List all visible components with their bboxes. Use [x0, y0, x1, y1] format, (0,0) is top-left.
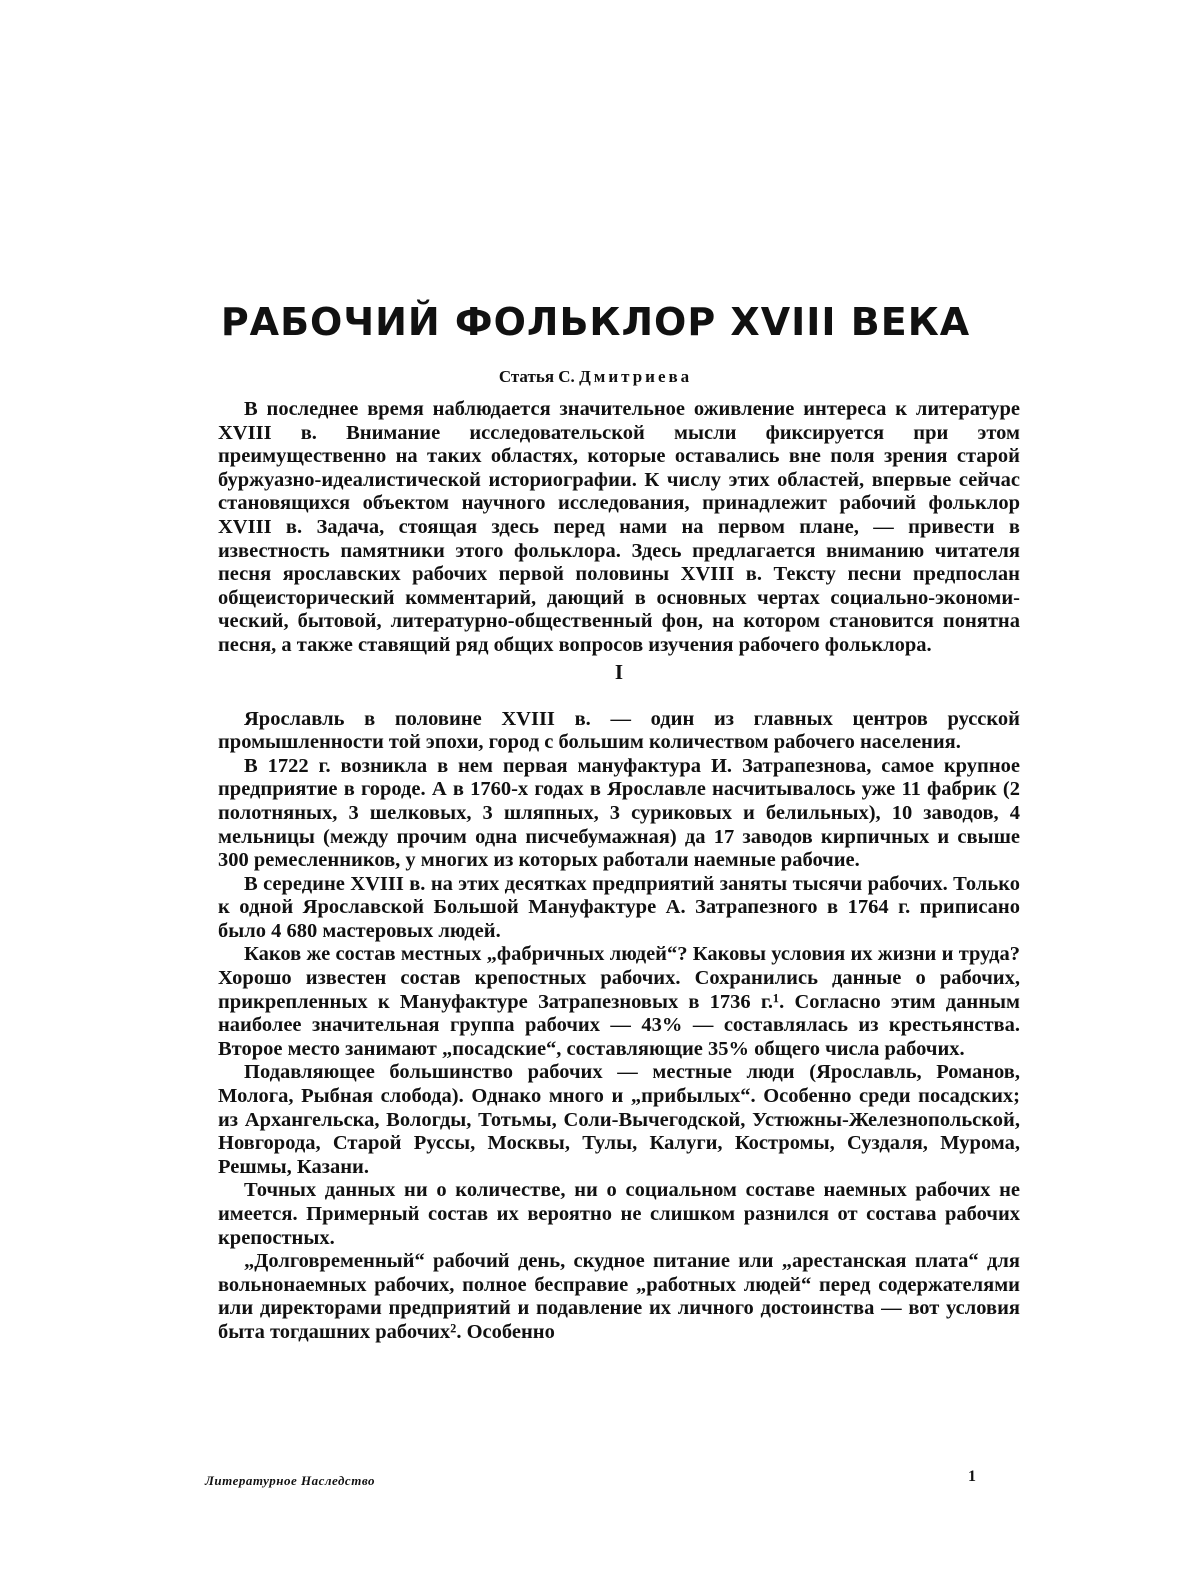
paragraph: „Долговременный“ рабочий день, скудное питание или „арестанская плата“ для вольнонаемных рабочих, полное бесправие „работных людей“ перед содержателями или директорами предприятий и подавление их личного достоинства — вот условия быта тогдашних рабочих². Особенно [218, 1250, 1020, 1343]
article-title: РАБОЧИЙ ФОЛЬКЛОР XVIII ВЕКА [220, 300, 971, 344]
paragraph: Каков же состав местных „фабричных людей“? Каковы условия их жизни и труда? Хорошо известен состав крепостных рабочих. Сохранились данные о рабочих, прикрепленных к Мануфактуре Затрапезновых в 1736 г.¹. Согласно этим данным наиболее значительная группа рабочих — 43% — составлялась из крестьянства. Второе место занимают „посадские“, составляющие 35% общего числа рабочих. [218, 943, 1020, 1060]
section-number: I [614, 659, 624, 684]
byline [0, 368, 1191, 387]
byline-prefix: Статья С. [498, 367, 575, 386]
byline-author: Дмитриева [579, 367, 693, 386]
paragraph: В 1722 г. возникла в нем первая мануфактура И. Затрапезнова, самое крупное предприятие в городе. А в 1760-х годах в Ярославле насчитывалось уже 11 фабрик (2 полотняных, 3 шелковых, 3 шляпных, 3 суриковых и белильных), 10 заводов, 4 мельницы (между прочим одна писчебумажная) да 17 заводов кирпичных и свыше 300 ремесленников, у многих из которых работали наемные рабочие. [218, 754, 1020, 872]
paragraph: Ярославль в половине XVIII в. — один из главных центров русской промышленности той эпохи, город с большим количеством рабочего населения. [218, 707, 1020, 754]
page-number: 1 [968, 1468, 976, 1485]
intro-paragraph: В последнее время наблюдается значительное оживление интереса к литературе XVIII в. Внимание исследовательской мысли фиксируется при этом преимущественно на таких областях, которые оставались вне поля зрения старой буржуазно-идеалистической историографии. К числу этих областей, впервые сейчас становящихся объектом научного исследования, принадлежит рабочий фольклор XVIII в. Задача, стоящая здесь перед нами на первом плане, — привести в известность памятники этого фольклора. Здесь предлагается вниманию читателя песня ярославских рабочих первой половины XVIII в. Тексту песни предпослан общеисторический комментарий, дающий в основных чертах социально-экономический, бытовой, литературно-общественный фон, на котором становится понятна песня, а также ставящий ряд общих вопросов изучения рабочего фольклора. [218, 398, 1020, 656]
paragraph: В середине XVIII в. на этих десятках предприятий заняты тысячи рабочих. Только к одной Ярославской Большой Мануфактуре А. Затрапезного в 1764 г. приписано было 4 680 мастеровых людей. [218, 872, 1020, 942]
paragraph: Точных данных ни о количестве, ни о социальном составе наемных рабочих не имеется. Примерный состав их вероятно не слишком разнился от состава рабочих крепостных. [218, 1179, 1020, 1249]
publication-name: Литературное Наследство [205, 1473, 375, 1488]
article-body [218, 398, 1020, 1345]
paragraph: Подавляющее большинство рабочих — местные люди (Ярославль, Романов, Молога, Рыбная слобода). Однако много и „прибылых“. Особенно среди посадских; из Архангельска, Вологды, Тотьмы, Соли-Вычегодской, Устюжны-Железнопольской, Новгорода, Старой Руссы, Москвы, Тулы, Калуги, Костромы, Суздаля, Мурома, Решмы, Казани. [218, 1061, 1020, 1178]
